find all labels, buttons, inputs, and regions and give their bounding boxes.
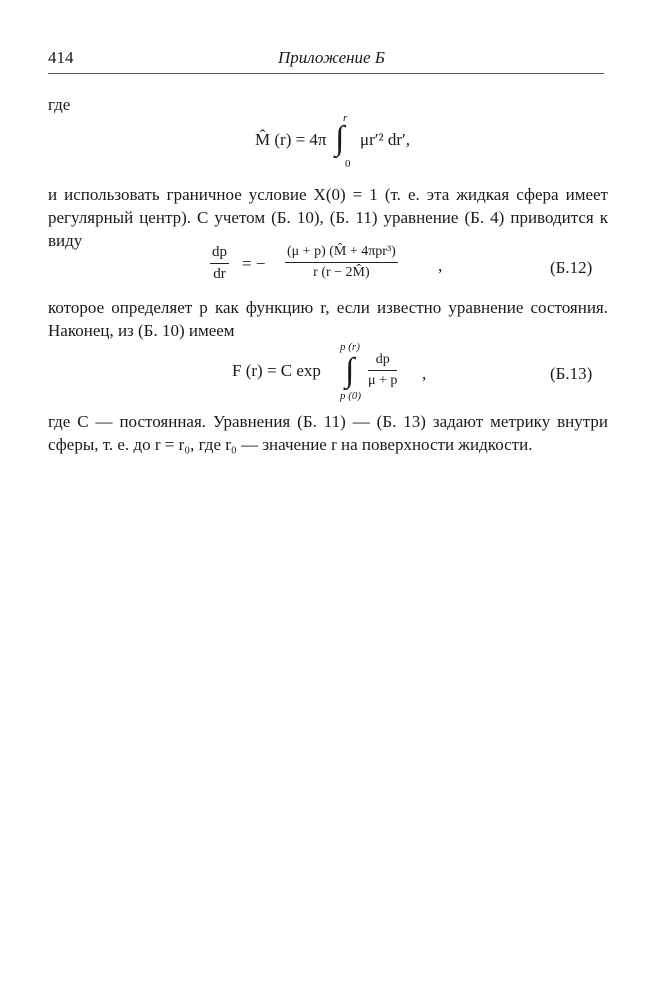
eq12-comma: , <box>438 256 443 275</box>
eq12-rhs-fraction <box>285 244 398 281</box>
paragraph-3: которое определяет p как функцию r, если известно уравнение состояния. Наконец, из (Б. 10) имеем <box>48 298 608 340</box>
paragraph-4: где C — постоянная. Уравнения (Б. 11) — (Б. 13) задают метрику внутри сферы, т. е. до r = r₀, где r₀ — значение r на поверхности жидкости. <box>48 412 608 454</box>
eq13-label: (Б.13) <box>550 364 593 383</box>
header-rule <box>48 73 604 74</box>
eq12-rhs-numerator: (μ + p) (M̂ + 4πpr³) <box>285 244 398 263</box>
eq13-fraction <box>368 352 397 389</box>
eq12-lhs-fraction <box>210 244 229 283</box>
eq12-equals: = − <box>242 254 266 273</box>
eq13-lower-limit: p (0) <box>340 390 362 402</box>
eq13-numerator: dp <box>368 352 397 371</box>
eq13-upper-limit: p (r) <box>340 341 360 353</box>
eq12-lhs-denominator: dr <box>213 266 226 282</box>
eq12-rhs-denominator: r (r − 2M̂) <box>313 265 370 280</box>
eq1-integral-sign: ∫ <box>335 120 345 157</box>
eq13-lhs: F (r) = C exp <box>232 361 321 380</box>
eq13-denominator: μ + p <box>368 373 398 388</box>
paragraph-2: и использовать граничное условие X(0) = 1 (т. е. эта жидкая сфера имеет регулярный центр). С учетом (Б. 10), (Б. 11) уравнение (Б. 4) приводится к виду <box>48 185 608 250</box>
eq1-lhs: M̂ (r) = 4π <box>255 130 327 149</box>
eq13-integral-sign: ∫ <box>345 352 355 389</box>
page-number: 414 <box>48 48 74 67</box>
eq1-upper-limit: r <box>343 112 348 124</box>
running-head: Приложение Б <box>278 48 385 67</box>
eq12-label: (Б.12) <box>550 258 593 277</box>
eq12-lhs-numerator: dp <box>210 244 229 264</box>
paragraph-1: где <box>48 95 71 114</box>
eq1-lower-limit: 0 <box>345 158 351 170</box>
eq13-comma: , <box>422 364 427 383</box>
eq1-integrand: μr′² dr′, <box>360 130 410 149</box>
